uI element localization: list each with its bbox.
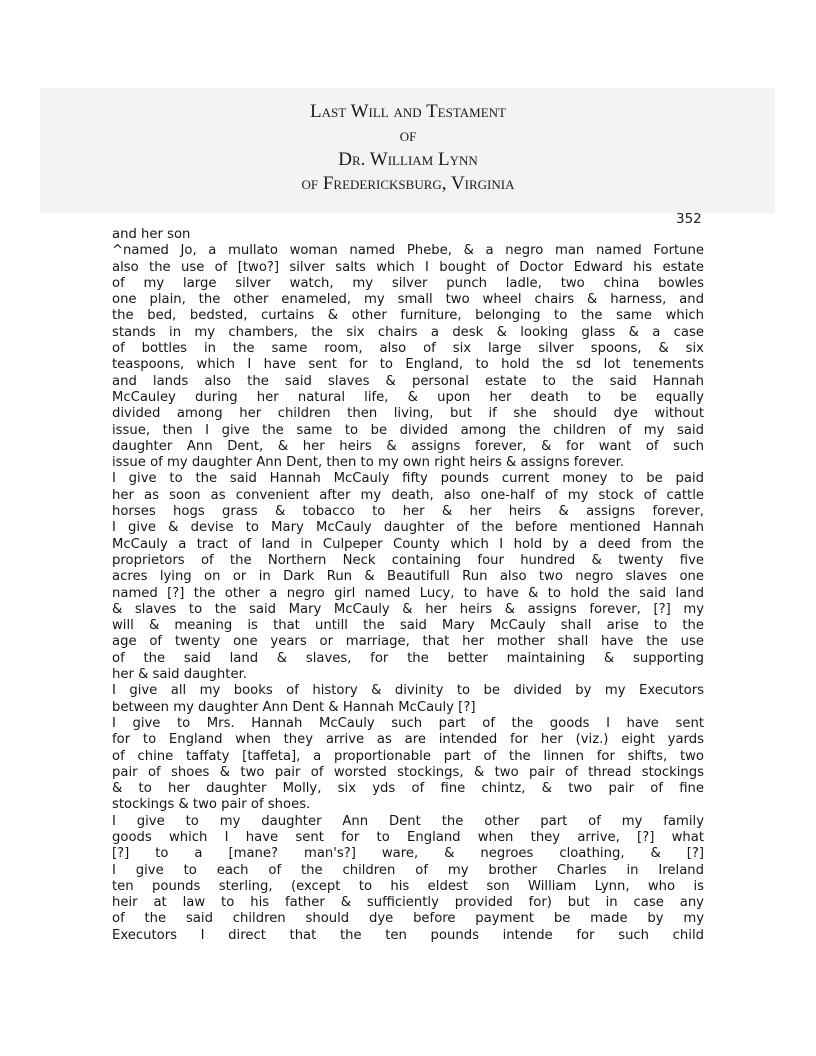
text-line: divided among her children then living, but if she should dye without — [112, 406, 704, 422]
text-line: & to her daughter Molly, six yds of fine chintz, & two pair of fine — [112, 781, 704, 797]
text-line: age of twenty one years or marriage, that her mother shall have the use — [112, 634, 704, 650]
text-line: between my daughter Ann Dent & Hannah McCauly [?] — [112, 699, 476, 715]
text-line: of the said children should dye before payment be made by my — [112, 911, 704, 927]
text-line: and her son — [112, 227, 191, 242]
text-line: and lands also the said slaves & personal estate to the said Hannah — [112, 373, 704, 389]
text-line: of chine taffaty [taffeta], a proportionable part of the linnen for shifts, two — [112, 748, 704, 764]
text-line: of the said land & slaves, for the better maintaining & supporting — [112, 650, 704, 666]
text-line: of bottles in the same room, also of six large silver spoons, & six — [112, 341, 704, 357]
title-line: of — [399, 125, 417, 146]
text-line: the bed, bedsted, curtains & other furniture, belonging to the same which — [112, 308, 704, 324]
text-line: goods which I have sent for to England when they arrive, [?] what — [112, 829, 704, 845]
title-line: of Fredericksburg, Virginia — [301, 173, 515, 194]
text-line: issue of my daughter Ann Dent, then to my own right heirs & assigns forever. — [112, 455, 625, 471]
text-line: proprietors of the Northern Neck containing four hundred & twenty five — [112, 552, 704, 568]
text-line: I give to Mrs. Hannah McCauly such part of the goods I have sent — [112, 715, 704, 731]
page-number: 352 — [676, 211, 702, 227]
text-line: McCauley during her natural life, & upon her death to be equally — [112, 389, 704, 405]
text-line: also the use of [two?] silver salts which I bought of Doctor Edward his estate — [112, 259, 704, 275]
text-line: of my large silver watch, my silver punch ladle, two china bowles — [112, 275, 704, 291]
text-line: her & said daughter. — [112, 667, 247, 683]
text-line: McCauly a tract of land in Culpeper County which I hold by a deed from the — [112, 536, 704, 552]
text-line: ten pounds sterling, (except to his eldest son William Lynn, who is — [112, 878, 704, 894]
text-line: ^named Jo, a mullato woman named Phebe, & a negro man named Fortune — [112, 243, 704, 259]
text-line: stands in my chambers, the six chairs a desk & looking glass & a case — [112, 324, 704, 340]
text-line: I give to the said Hannah McCauly fifty pounds current money to be paid — [112, 471, 704, 487]
text-line: I give to each of the children of my brother Charles in Ireland — [112, 862, 704, 878]
text-line: acres lying on or in Dark Run & Beautifull Run also two negro slaves one — [112, 569, 704, 585]
text-line: & slaves to the said Mary McCauly & her heirs & assigns forever, [?] my — [112, 601, 704, 617]
text-line: I give all my books of history & divinity to be divided by my Executors — [112, 683, 704, 699]
text-line: teaspoons, which I have sent for to England, to hold the sd lot tenements — [112, 357, 704, 373]
text-line: I give & devise to Mary McCauly daughter of the before mentioned Hannah — [112, 520, 704, 536]
text-line: for to England when they arrive as are intended for her (viz.) eight yards — [112, 732, 704, 748]
title-line: Dr. William Lynn — [338, 149, 478, 170]
document-title — [0, 100, 816, 196]
text-line: will & meaning is that untill the said Mary McCauly shall arise to the — [112, 618, 704, 634]
text-line: issue, then I give the same to be divided among the children of my said — [112, 422, 704, 438]
text-line: her as soon as convenient after my death, also one-half of my stock of cattle — [112, 487, 704, 503]
text-line: daughter Ann Dent, & her heirs & assigns forever, & for want of such — [112, 438, 704, 454]
text-line: one plain, the other enameled, my small two wheel chairs & harness, and — [112, 292, 704, 308]
text-line: horses hogs grass & tobacco to her & her heirs & assigns forever, — [112, 504, 704, 520]
text-line: named [?] the other a negro girl named Lucy, to have & to hold the said land — [112, 585, 704, 601]
title-line: Last Will and Testament — [310, 101, 506, 122]
text-line: heir at law to his father & sufficiently provided for) but in case any — [112, 895, 704, 911]
text-line: stockings & two pair of shoes. — [112, 797, 311, 813]
text-line: pair of shoes & two pair of worsted stockings, & two pair of thread stockings — [112, 764, 704, 780]
will-transcription-body — [112, 227, 704, 944]
text-line: I give to my daughter Ann Dent the other part of my family — [112, 813, 704, 829]
text-line: [?] to a [mane? man's?] ware, & negroes cloathing, & [?] — [112, 846, 704, 862]
text-line: Executors I direct that the ten pounds intende for such child — [112, 927, 704, 943]
